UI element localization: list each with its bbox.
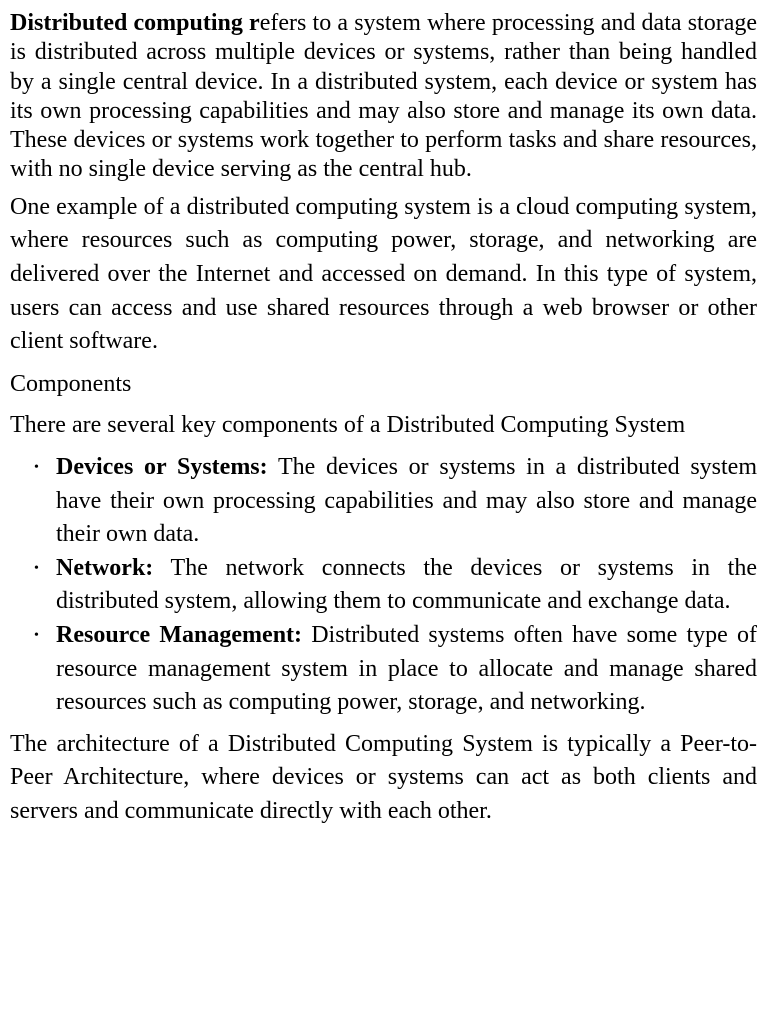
component-term: Network: <box>56 554 154 581</box>
intro-paragraph <box>10 9 757 185</box>
intro-text: efers to a system where processing and data storage is distributed across multiple devices or systems, rather than being handled by a single central device. In a distributed system, each device or system has its own processing capabilities and may also store and manage its own data. These devices or systems work together to perform tasks and share resources, with no single device serving as the central hub. <box>10 10 758 183</box>
components-list <box>10 451 757 720</box>
bullet-icon: • <box>34 627 39 643</box>
components-heading: Components <box>10 370 132 397</box>
components-intro: There are several key components of a Distributed Computing System <box>10 412 686 439</box>
component-text: The devices or systems in a distributed system have their own processing capabilities and may also store and manage their own data. <box>56 453 757 548</box>
list-item <box>34 552 757 619</box>
intro-bold-term: Distributed computing r <box>10 10 260 36</box>
component-term: Resource Management: <box>56 621 303 648</box>
list-item <box>34 619 757 720</box>
component-term: Devices or Systems: <box>56 453 268 480</box>
bullet-icon: • <box>34 560 39 576</box>
example-paragraph: One example of a distributed computing system is a cloud computing system, where resources such as computing power, storage, and networking are delivered over the Internet and accessed on demand. In this type of system, users can access and use shared resources through a web browser or other client software. <box>10 193 757 355</box>
component-text: Distributed systems often have some type of resource management system in place to allocate and manage shared resources such as computing power, storage, and networking. <box>56 621 757 716</box>
architecture-paragraph: The architecture of a Distributed Computing System is typically a Peer-to-Peer Architecture, where devices or systems can act as both clients and servers and communicate directly with each other. <box>10 730 757 824</box>
bullet-icon: • <box>34 459 39 475</box>
component-text: The network connects the devices or systems in the distributed system, allowing them to communicate and exchange data. <box>56 554 757 615</box>
list-item <box>34 451 757 552</box>
